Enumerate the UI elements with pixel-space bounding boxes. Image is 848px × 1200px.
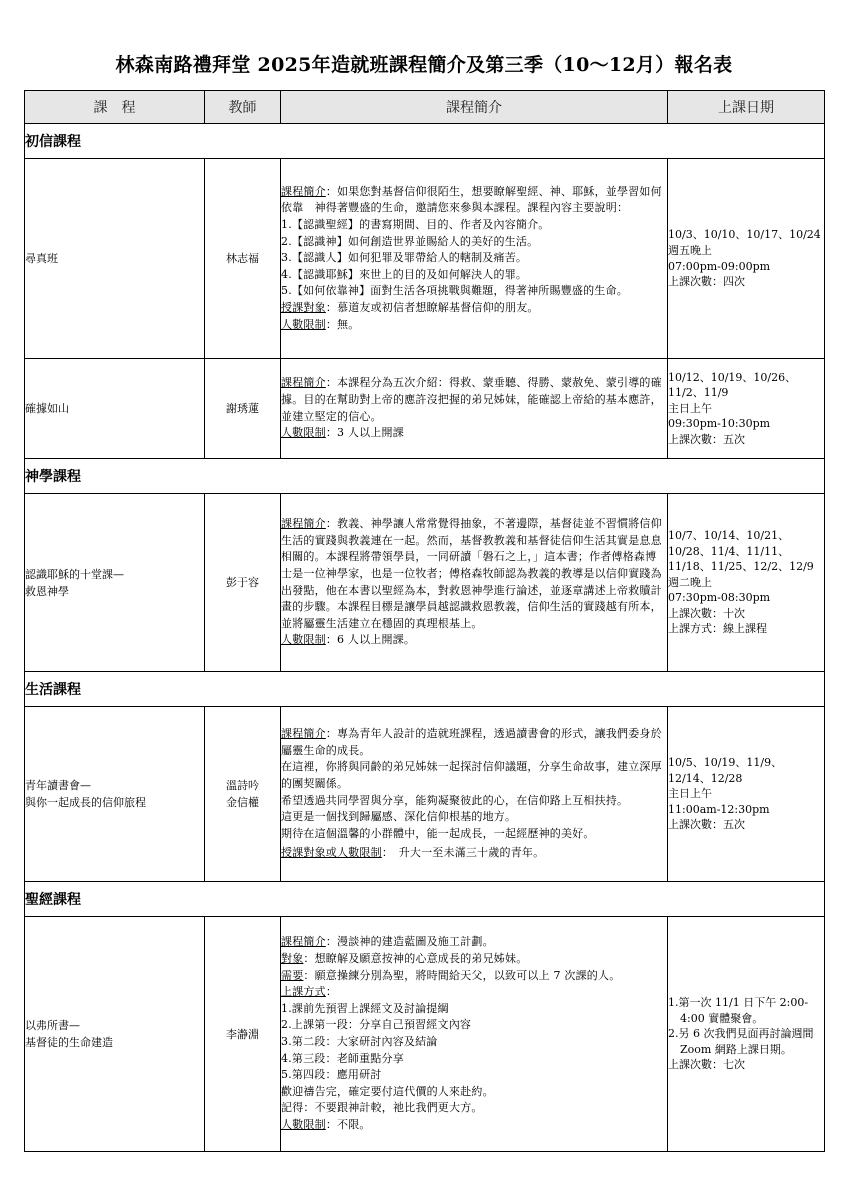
need-text: ：願意操練分別為聖，將時間給天父，以致可以上 7 次課的人。 bbox=[303, 968, 621, 982]
course-name: 認識耶穌的十堂課— 救恩神學 bbox=[25, 494, 205, 672]
list-item: 4.【認識耶穌】來世上的目的及如何解決人的罪。 bbox=[281, 267, 528, 281]
limit-text: ：無。 bbox=[325, 317, 360, 331]
table-header-row bbox=[25, 91, 825, 124]
limit-text: ：6 人以上開課。 bbox=[325, 633, 416, 647]
course-intro bbox=[281, 494, 668, 672]
list-item: 1.課前先預習上課經文及討論提綱 bbox=[281, 1001, 449, 1015]
page-title: 林森南路禮拜堂 2025年造就班課程簡介及第三季（10～12月）報名表 bbox=[115, 54, 733, 76]
header-teacher: 教師 bbox=[205, 91, 281, 124]
date-line: 上課次數：七次 bbox=[668, 1058, 745, 1072]
intro-text: ：如果您對基督信仰很陌生，想要瞭解聖經、神、耶穌，並學習如何依靠 神得著豐盛的生命，邀請您來參與本課程。課程內容主要說明： bbox=[281, 184, 662, 215]
target-label: 授課對象或人數限制 bbox=[281, 846, 382, 860]
date-line: 上課方式：線上課程 bbox=[668, 622, 767, 636]
course-dates bbox=[668, 494, 825, 672]
target-text: ： 升大一至未滿三十歲的青年。 bbox=[381, 846, 545, 860]
intro-label: 課程簡介 bbox=[281, 184, 326, 198]
section-row bbox=[25, 882, 825, 917]
intro-label: 課程簡介 bbox=[281, 935, 326, 949]
list-item: 5.【如何依靠神】面對生活各項挑戰與難題，得著神所賜豐盛的生命。 bbox=[281, 284, 628, 298]
course-name: 以弗所書— 基督徒的生命建造 bbox=[25, 917, 205, 1152]
remember-text: 記得：不要跟神計較，祂比我們更大方。 bbox=[281, 1101, 483, 1115]
course-teacher: 謝琇蓮 bbox=[205, 359, 281, 459]
limit-label: 人數限制 bbox=[281, 633, 326, 647]
intro-text: ：專為青年人設計的造就班課程，透過讀書會的形式，讓我們委身於屬靈生命的成長。 bbox=[281, 727, 662, 757]
intro-paragraph: 這更是一個找到歸屬感、深化信仰根基的地方。 bbox=[281, 810, 517, 824]
course-dates bbox=[668, 917, 825, 1152]
section-title-bible: 聖經課程 bbox=[25, 882, 825, 917]
target-label: 授課對象 bbox=[281, 300, 326, 314]
welcome-text: 歡迎禱告完，確定要付這代價的人來赴約。 bbox=[281, 1084, 494, 1098]
date-line: 10/12、10/19、10/26、11/2、11/9 bbox=[668, 370, 797, 400]
list-item: 3.第二段：大家研討內容及結論 bbox=[281, 1035, 438, 1048]
date-line: 上課次數：五次 bbox=[668, 432, 745, 446]
date-line: 上課次數：十次 bbox=[668, 606, 745, 620]
date-line: 10/5、10/19、11/9、12/14、12/28 bbox=[668, 756, 783, 785]
limit-text: ：不限。 bbox=[325, 1117, 371, 1131]
date-line: 上課次數：四次 bbox=[668, 275, 745, 289]
intro-text: ：教義、神學讓人常常覺得抽象，不著邊際，基督徒並不習慣將信仰生活的實踐與教義連在一起。然而，基督教教義和基督徒信仰生活其實是息息相關的。本課程將帶領學員，一同研讀「磐石之上，」這本書；作者傅格森博士是一位神學家，也是一位牧者；傅格森牧師認為教義的教導是以信仰實踐為出發點，他在本書以聖經為本，對救恩神學進行論述，並逐章講述上帝救贖計畫的步驟。本課程目標是讓學員越認識救恩教義，信仰生活的實踐越有所本，並將屬靈生活建立在穩固的真理根基上。 bbox=[281, 517, 662, 630]
intro-text: ：本課程分為五次介紹：得救、蒙垂聽、得勝、蒙赦免、蒙引導的確據。目的在幫助對上帝的應許沒把握的弟兄姊妹，能確認上帝給的基本應許，並建立堅定的信心。 bbox=[281, 376, 662, 423]
section-row bbox=[25, 124, 825, 159]
intro-label: 課程簡介 bbox=[281, 517, 326, 531]
table-row bbox=[25, 494, 825, 672]
limit-label: 人數限制 bbox=[281, 1117, 326, 1131]
date-line: 主日上午 bbox=[668, 787, 712, 801]
date-line: 10/3、10/10、10/17、10/24 bbox=[668, 228, 821, 242]
limit-text: ：3 人以上開課 bbox=[325, 426, 404, 440]
list-item: 1.【認識聖經】的書寫期間、目的、作者及內容簡介。 bbox=[281, 218, 550, 232]
course-teacher: 彭于容 bbox=[205, 494, 281, 672]
limit-label: 人數限制 bbox=[281, 317, 326, 331]
intro-label: 課程簡介 bbox=[281, 727, 326, 741]
obj-label: 對象 bbox=[281, 952, 304, 966]
list-item: 2.【認識神】如何創造世界並賜給人的美好的生活。 bbox=[281, 234, 539, 248]
date-line: 07:30pm-08:30pm bbox=[668, 591, 771, 605]
section-row bbox=[25, 672, 825, 707]
need-label: 需要 bbox=[281, 968, 304, 982]
intro-paragraph: 期待在這個溫馨的小群體中，能一起成長，一起經歷神的美好。 bbox=[281, 826, 595, 840]
table-row bbox=[25, 917, 825, 1152]
method-text: ： bbox=[325, 985, 338, 999]
course-dates bbox=[668, 359, 825, 459]
course-table bbox=[24, 90, 825, 1152]
course-teacher: 林志福 bbox=[205, 159, 281, 359]
course-dates bbox=[668, 159, 825, 359]
course-intro bbox=[281, 159, 668, 359]
date-line: 09:30pm-10:30pm bbox=[668, 417, 771, 431]
date-line: 10/7、10/14、10/21、10/28、11/4、11/11、11/18、11/25、12/2、12/9 bbox=[668, 528, 814, 574]
course-intro bbox=[281, 707, 668, 882]
course-teacher: 李瀞淵 bbox=[205, 917, 281, 1152]
list-item: 5.第四段：應用研討 bbox=[281, 1068, 382, 1082]
date-line: 主日上午 bbox=[668, 401, 712, 415]
list-item: 4.第三段：老師重點分享 bbox=[281, 1051, 404, 1065]
list-item: 2.上課第一段：分享自己預習經文內容 bbox=[281, 1018, 472, 1032]
method-label: 上課方式 bbox=[281, 985, 326, 999]
list-item: 3.【認識人】如何犯罪及罪帶給人的轄制及痛苦。 bbox=[281, 251, 528, 265]
table-row bbox=[25, 159, 825, 359]
intro-paragraph: 希望透過共同學習與分享，能夠凝聚彼此的心，在信仰路上互相扶持。 bbox=[281, 793, 629, 807]
header-dates: 上課日期 bbox=[668, 91, 825, 124]
date-line: 上課次數：五次 bbox=[668, 818, 745, 832]
date-line: 07:00pm-09:00pm bbox=[668, 259, 771, 273]
section-title-theology: 神學課程 bbox=[25, 459, 825, 494]
section-row bbox=[25, 459, 825, 494]
course-teacher: 溫詩吟 金信權 bbox=[205, 707, 281, 882]
date-line: 2.另 6 次我們見面再討論週間 Zoom 網路上課日期。 bbox=[668, 1027, 814, 1056]
course-name: 尋真班 bbox=[25, 159, 205, 359]
date-line: 週二晚上 bbox=[668, 575, 712, 589]
course-intro bbox=[281, 359, 668, 459]
target-text: ：慕道友或初信者想瞭解基督信仰的朋友。 bbox=[325, 300, 539, 314]
intro-text: ：漫談神的建造藍圖及施工計劃。 bbox=[325, 935, 494, 949]
course-name: 確據如山 bbox=[25, 359, 205, 459]
date-line: 11:00am-12:30pm bbox=[668, 802, 770, 816]
header-intro: 課程簡介 bbox=[281, 91, 668, 124]
date-line: 週五晚上 bbox=[668, 243, 712, 257]
intro-label: 課程簡介 bbox=[281, 376, 326, 390]
table-row bbox=[25, 359, 825, 459]
table-row bbox=[25, 707, 825, 882]
course-dates bbox=[668, 707, 825, 882]
obj-text: ：想瞭解及願意按神的心意成長的弟兄姊妹。 bbox=[303, 952, 528, 966]
header-course: 課 程 bbox=[25, 91, 205, 124]
section-title-beginner: 初信課程 bbox=[25, 124, 825, 159]
course-intro bbox=[281, 917, 668, 1152]
date-line: 1.第一次 11/1 日下午 2:00-4:00 實體聚會。 bbox=[668, 996, 809, 1025]
limit-label: 人數限制 bbox=[281, 426, 326, 440]
intro-paragraph: 在這裡，你將與同齡的弟兄姊妹一起探討信仰議題，分享生命故事，建立深厚的團契關係。 bbox=[281, 760, 662, 790]
course-name: 青年讀書會— 與你一起成長的信仰旅程 bbox=[25, 707, 205, 882]
section-title-life: 生活課程 bbox=[25, 672, 825, 707]
